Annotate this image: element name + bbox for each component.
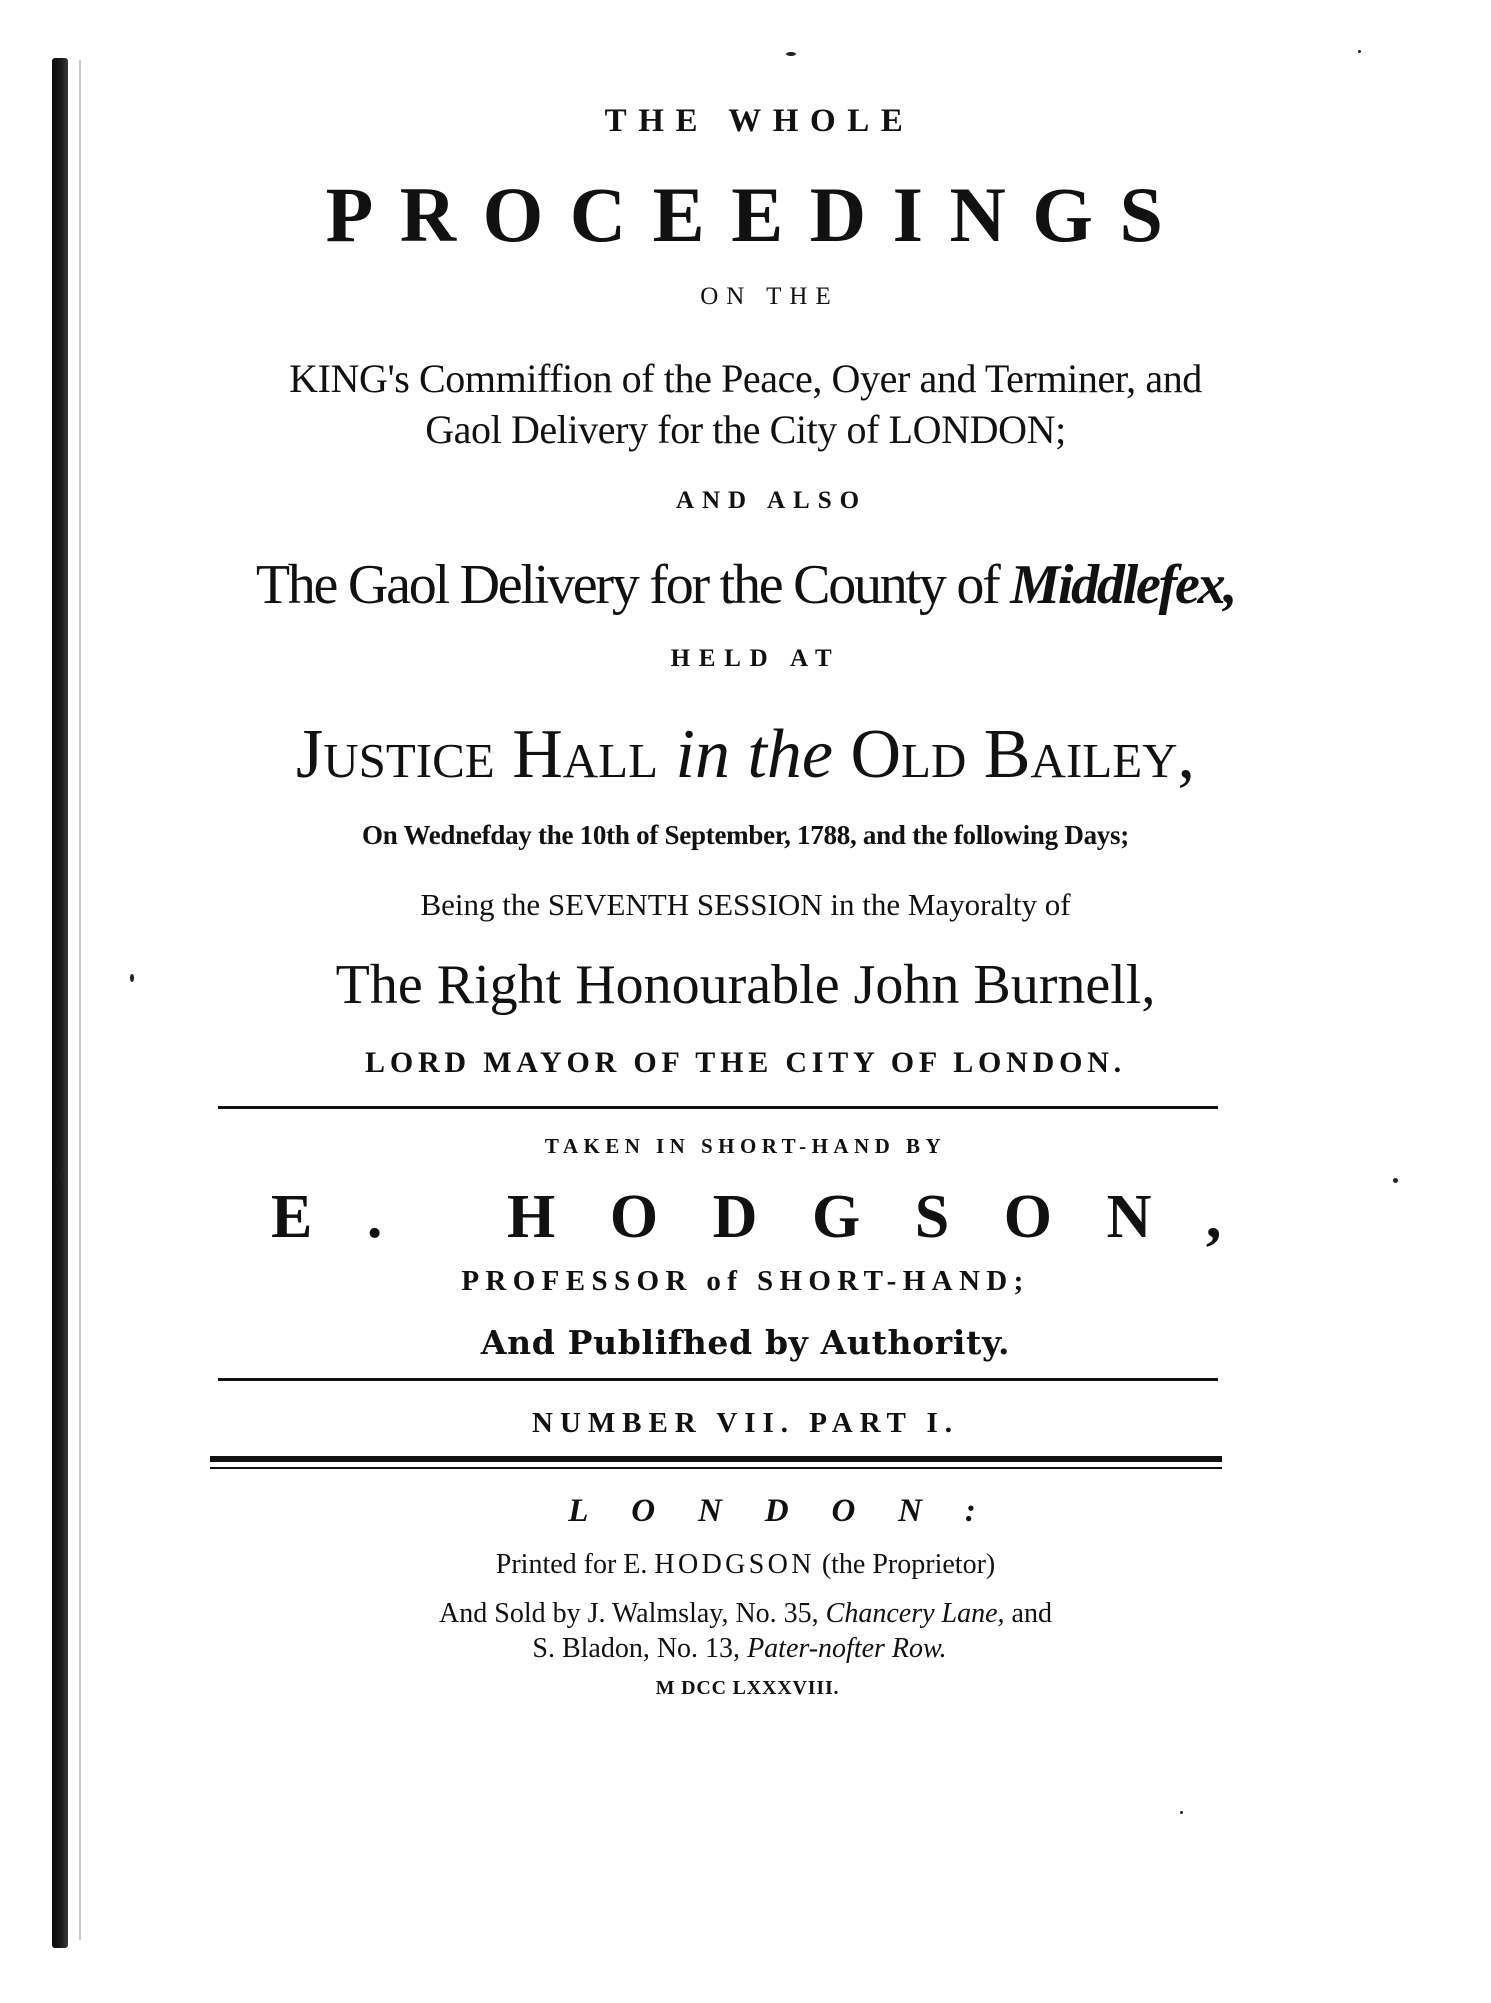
imprint-london: LONDON: [568,1493,1019,1529]
justice-hall-text: Justice Hall [295,716,676,793]
ink-speck [1358,50,1361,53]
divider-rule [218,1378,1218,1381]
bladon-text: S. Bladon, No. 13, [532,1633,748,1664]
pater-noster-row: Pater-nofter Row. [747,1633,947,1664]
published-by-authority: And Publifhed by Authority. [480,1323,1011,1362]
imprint-sold-by-1 [0,1598,1491,1630]
in-the-text: in the [675,716,851,793]
and-text: and [1004,1598,1052,1629]
heading-on-the: ON THE [700,283,839,310]
double-rule-thick [210,1456,1222,1462]
reporter-title: PROFESSOR of SHORT-HAND; [461,1265,1030,1297]
ink-speck [60,1172,64,1180]
old-bailey-text: Old Bailey, [850,716,1196,793]
heading-held-at: HELD AT [670,645,841,672]
double-rule-thin [210,1467,1222,1469]
imprint-year: M DCC LXXXVIII. [655,1677,840,1699]
heading-and-also: AND ALSO [675,487,868,514]
reporter-name: E. HODGSON, [271,1183,1276,1251]
commission-line-2: Gaol Delivery for the City of LONDON; [425,407,1066,452]
gaol-delivery-line [0,553,1491,617]
lord-mayor-title: LORD MAYOR OF THE CITY OF LONDON. [365,1046,1126,1079]
taken-in-short-hand: TAKEN IN SHORT-HAND BY [544,1134,947,1158]
justice-hall-line [0,715,1491,795]
ink-speck [786,52,796,56]
heading-the-whole: THE WHOLE [604,103,915,139]
issue-number: NUMBER VII. PART I. [532,1407,959,1439]
ink-speck [1180,1811,1183,1814]
commission-line-1: KING's Commiffion of the Peace, Oyer and Terminer, and [289,356,1202,401]
heading-proceedings: PROCEEDINGS [325,171,1190,258]
proprietor-text: (the Proprietor) [814,1549,996,1580]
printer-name: HODGSON [654,1549,815,1580]
imprint-printed-for [0,1549,1491,1581]
mayor-name: The Right Honourable John Burnell, [335,954,1156,1016]
printed-for-text: Printed for E. [495,1549,655,1580]
divider-rule [218,1106,1218,1109]
county-name: Middlefex, [1010,554,1236,616]
imprint-sold-by-2 [0,1633,1485,1665]
session-date: On Wednefday the 10th of September, 1788, and the following Days; [361,820,1129,850]
chancery-lane: Chancery Lane, [825,1598,1005,1629]
sold-by-text: And Sold by J. Walmslay, No. 35, [439,1598,826,1629]
session-number: Being the SEVENTH SESSION in the Mayoralty of [420,887,1071,922]
gaol-delivery-text: The Gaol Delivery for the County of [255,554,1011,616]
